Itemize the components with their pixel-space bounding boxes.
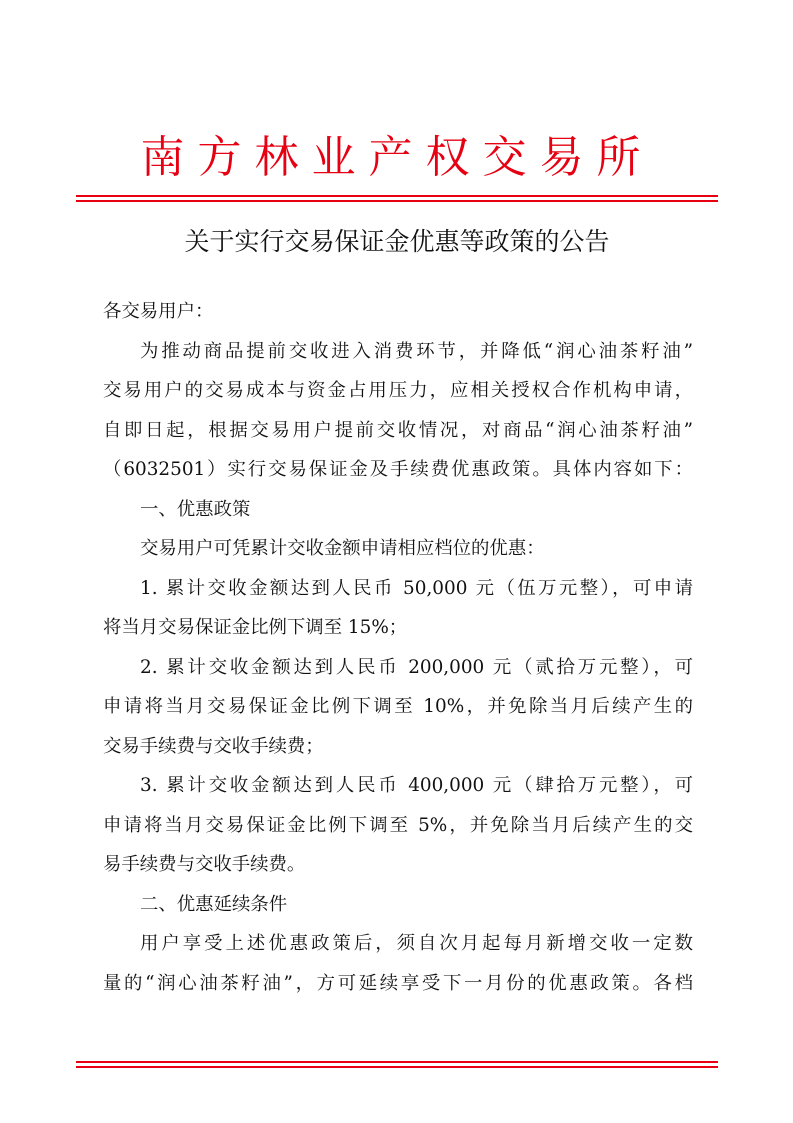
body-line-5: （6032501）实行交易保证金及手续费优惠政策。具体内容如下： — [103, 459, 693, 480]
body-line-1: 各交易用户： — [103, 301, 214, 322]
tier-3-line-2: 申请将当月交易保证金比例下调至 5%，并免除当月后续产生的交 — [103, 814, 693, 836]
tier-2-line-2: 申请将当月交易保证金比例下调至 10%，并免除当月后续产生的 — [103, 696, 693, 717]
document-body — [103, 292, 693, 1003]
document-title: 关于实行交易保证金优惠等政策的公告 — [184, 227, 610, 256]
body-line-3: 交易用户的交易成本与资金占用压力，应相关授权合作机构申请， — [103, 380, 693, 401]
tier-3-line-3: 易手续费与交收手续费。 — [103, 854, 306, 875]
header-rule-bottom — [76, 200, 718, 202]
section-heading-1: 一、优惠政策 — [140, 498, 251, 520]
tier-1-line-1: 1. 累计交收金额达到人民币 50,000 元（伍万元整），可申请 — [140, 577, 693, 599]
body-line-7: 交易用户可凭累计交收金额申请相应档位的优惠： — [140, 538, 545, 559]
header-rule-top — [76, 195, 718, 197]
tier-2-line-3: 交易手续费与交收手续费； — [103, 735, 324, 757]
body-line-17: 用户享受上述优惠政策后，须自次月起每月新增交收一定数 — [140, 933, 693, 954]
tier-1-line-2: 将当月交易保证金比例下调至 15%； — [103, 617, 408, 638]
body-line-2: 为推动商品提前交收进入消费环节，并降低“润心油茶籽油” — [140, 340, 693, 362]
footer-rule-top — [76, 1061, 718, 1063]
org-name-header: 南方林业产权交易所 — [140, 132, 654, 183]
footer-rule-bottom — [76, 1066, 718, 1068]
tier-2-line-1: 2. 累计交收金额达到人民币 200,000 元（贰拾万元整），可 — [140, 656, 693, 678]
section-heading-2: 二、优惠延续条件 — [140, 893, 288, 915]
tier-3-line-1: 3. 累计交收金额达到人民币 400,000 元（肆拾万元整），可 — [140, 775, 693, 796]
body-line-18: 量的“润心油茶籽油”，方可延续享受下一月份的优惠政策。各档 — [103, 972, 693, 994]
body-line-4: 自即日起，根据交易用户提前交收情况，对商品“润心油茶籽油” — [103, 419, 693, 441]
